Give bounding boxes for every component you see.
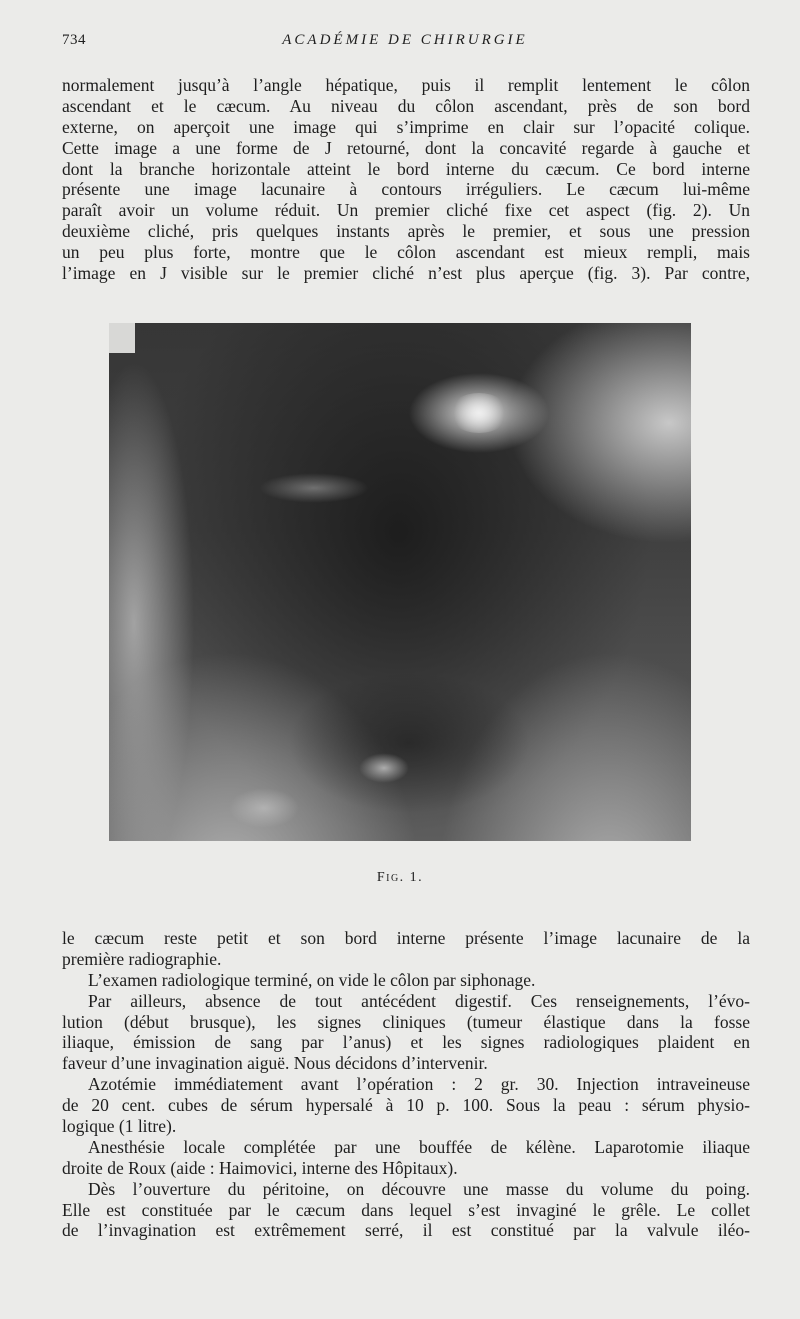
text-line: lution (début brusque), les signes cliniques (tumeur élastique dans la fosse <box>62 1011 750 1032</box>
running-title: ACADÉMIE DE CHIRURGIE <box>282 32 528 48</box>
figure-caption: Fig. 1. <box>376 870 424 885</box>
page-header <box>62 32 748 54</box>
text-line: l’image en J visible sur le premier cliché n’est plus aperçue (fig. 3). Par contre, <box>62 263 750 284</box>
pale-band <box>259 473 369 503</box>
radiograph-figure <box>109 323 691 841</box>
text-line: deuxième cliché, pris quelques instants après le premier, et sous une pression <box>62 221 750 242</box>
text-line: L’examen radiologique terminé, on vide le côlon par siphonage. <box>88 969 536 990</box>
text-line: Dès l’ouverture du péritoine, on découvre une masse du volume du poing. <box>88 1178 750 1199</box>
bottom-bubble <box>229 788 299 828</box>
text-line: iliaque, émission de sang par l’anus) et les signes radiologiques plaident en <box>62 1032 750 1053</box>
text-line: normalement jusqu’à l’angle hépatique, puis il remplit lentement le côlon <box>62 75 750 95</box>
text-line: paraît avoir un volume réduit. Un premier cliché fixe cet aspect (fig. 2). Un <box>62 200 750 221</box>
text-line: présente une image lacunaire à contours irréguliers. Le cæcum lui-même <box>62 179 750 200</box>
text-line: Cette image a une forme de J retourné, dont la concavité regarde à gauche et <box>62 137 750 158</box>
paragraph-bottom <box>62 928 750 1241</box>
text-line: ascendant et le cæcum. Au niveau du côlon ascendant, près de son bord <box>62 95 750 116</box>
text-line: logique (1 litre). <box>62 1116 177 1137</box>
text-line: Azotémie immédiatement avant l’opération : 2 gr. 30. Injection intraveineuse <box>88 1074 750 1095</box>
bright-spot <box>449 393 509 433</box>
text-line: de l’invagination est extrêmement serré, il est constitué par la valvule iléo- <box>62 1220 750 1241</box>
text-line: faveur d’une invagination aiguë. Nous décidons d’intervenir. <box>62 1053 488 1074</box>
text-line: première radiographie. <box>62 948 222 969</box>
film-corner <box>109 323 135 353</box>
text-line: dont la branche horizontale atteint le bord interne du cæcum. Ce bord interne <box>62 158 750 179</box>
text-line: Par ailleurs, absence de tout antécédent digestif. Ces renseignements, l’évo- <box>88 990 750 1011</box>
text-line: Anesthésie locale complétée par une bouffée de kélène. Laparotomie iliaque <box>88 1136 750 1157</box>
text-line: droite de Roux (aide : Haimovici, interne des Hôpitaux). <box>62 1157 458 1178</box>
text-line: de 20 cent. cubes de sérum hypersalé à 10 p. 100. Sous la peau : sérum physio- <box>62 1095 750 1116</box>
page-number: 734 <box>62 32 86 48</box>
paragraph-top <box>62 75 750 284</box>
lower-spot <box>359 753 409 783</box>
text-line: un peu plus forte, montre que le côlon ascendant est mieux rempli, mais <box>62 242 750 263</box>
text-line: le cæcum reste petit et son bord interne présente l’image lacunaire de la <box>62 928 750 948</box>
text-line: Elle est constituée par le cæcum dans lequel s’est invaginé le grêle. Le collet <box>62 1199 750 1220</box>
text-line: externe, on aperçoit une image qui s’imprime en clair sur l’opacité colique. <box>62 116 750 137</box>
